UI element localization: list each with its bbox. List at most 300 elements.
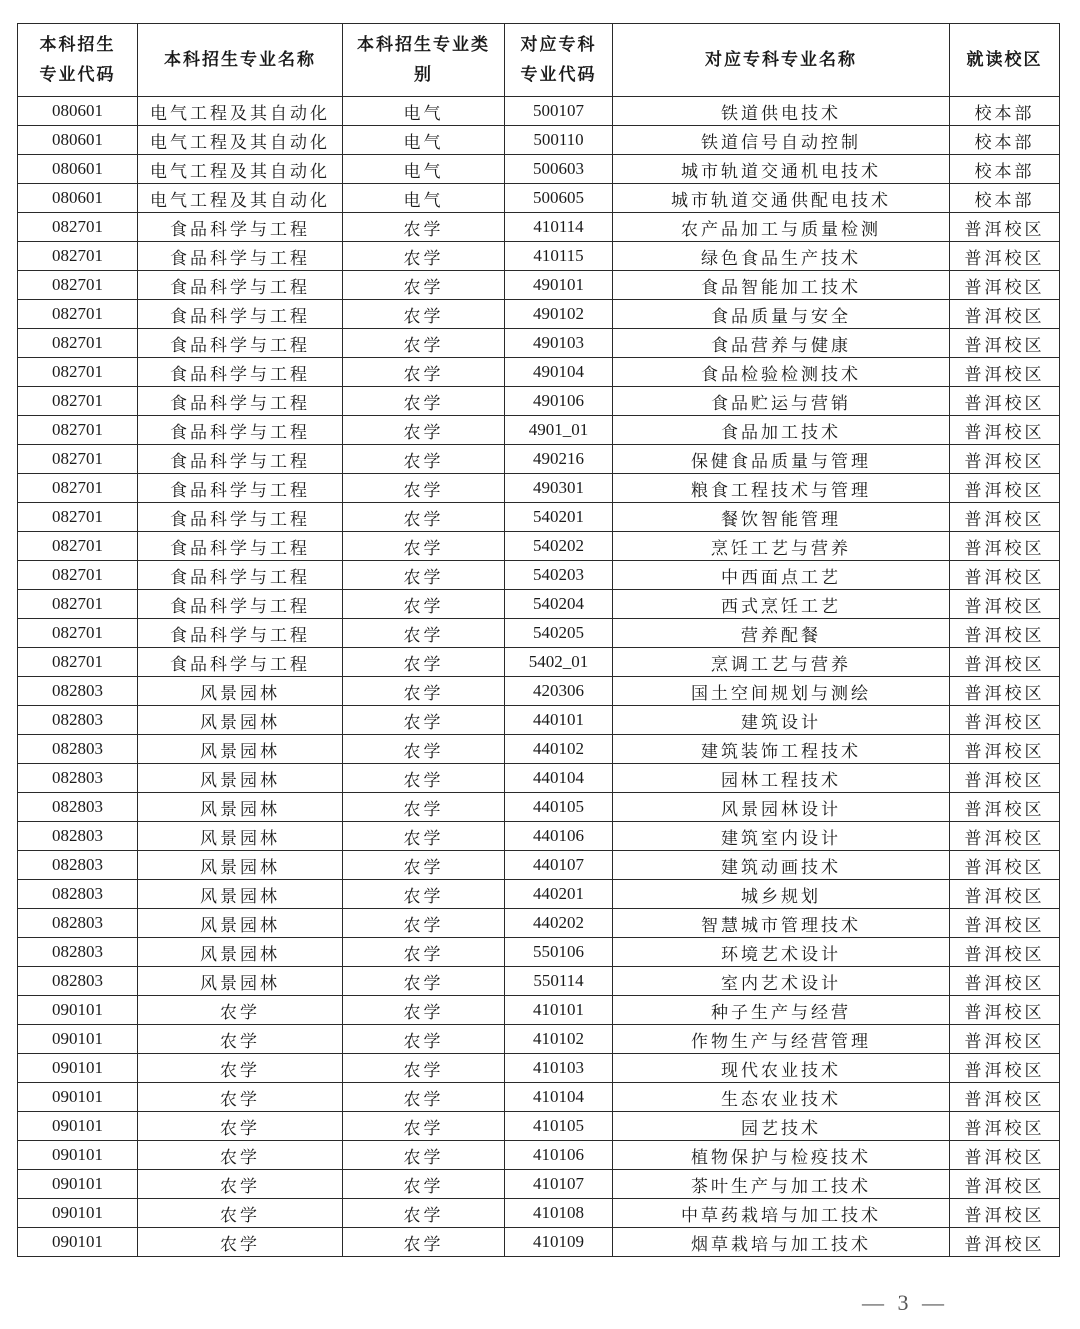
cell-undergrad-code: 090101 — [18, 1141, 138, 1170]
cell-campus: 普洱校区 — [950, 503, 1060, 532]
cell-undergrad-category: 农学 — [343, 1170, 505, 1199]
table-row — [18, 706, 1060, 735]
cell-undergrad-category: 农学 — [343, 793, 505, 822]
cell-undergrad-code: 082701 — [18, 416, 138, 445]
cell-undergrad-name: 食品科学与工程 — [138, 242, 343, 271]
cell-undergrad-code: 090101 — [18, 1083, 138, 1112]
cell-junior-code: 490102 — [505, 300, 613, 329]
header-campus — [950, 24, 1060, 97]
cell-junior-name: 环境艺术设计 — [613, 938, 950, 967]
cell-junior-name: 粮食工程技术与管理 — [613, 474, 950, 503]
header-undergrad-category — [343, 24, 505, 97]
cell-undergrad-name: 食品科学与工程 — [138, 387, 343, 416]
header-line: 本科招生专业类 — [357, 35, 490, 55]
cell-junior-name: 植物保护与检疫技术 — [613, 1141, 950, 1170]
table-row — [18, 358, 1060, 387]
cell-junior-name: 作物生产与经营管理 — [613, 1025, 950, 1054]
cell-undergrad-category: 农学 — [343, 1228, 505, 1257]
cell-undergrad-category: 农学 — [343, 271, 505, 300]
cell-undergrad-category: 农学 — [343, 213, 505, 242]
cell-undergrad-name: 食品科学与工程 — [138, 416, 343, 445]
header-line: 对应专科 — [520, 35, 597, 55]
header-junior-name — [613, 24, 950, 97]
cell-undergrad-code: 082701 — [18, 242, 138, 271]
cell-undergrad-category: 农学 — [343, 242, 505, 271]
cell-undergrad-category: 农学 — [343, 909, 505, 938]
cell-undergrad-code: 090101 — [18, 1054, 138, 1083]
cell-junior-name: 烹调工艺与营养 — [613, 648, 950, 677]
cell-undergrad-name: 食品科学与工程 — [138, 474, 343, 503]
cell-undergrad-code: 090101 — [18, 1199, 138, 1228]
cell-junior-name: 生态农业技术 — [613, 1083, 950, 1112]
cell-junior-code: 5402_01 — [505, 648, 613, 677]
cell-undergrad-category: 农学 — [343, 1025, 505, 1054]
header-line: 别 — [414, 65, 433, 85]
cell-undergrad-code: 082701 — [18, 445, 138, 474]
table-row — [18, 764, 1060, 793]
cell-junior-name: 中草药栽培与加工技术 — [613, 1199, 950, 1228]
cell-undergrad-name: 农学 — [138, 1025, 343, 1054]
cell-junior-name: 城乡规划 — [613, 880, 950, 909]
cell-undergrad-name: 食品科学与工程 — [138, 271, 343, 300]
cell-campus: 普洱校区 — [950, 387, 1060, 416]
cell-undergrad-name: 食品科学与工程 — [138, 358, 343, 387]
cell-junior-code: 410103 — [505, 1054, 613, 1083]
table-header — [18, 24, 1060, 97]
cell-campus: 校本部 — [950, 126, 1060, 155]
cell-undergrad-category: 农学 — [343, 590, 505, 619]
cell-junior-name: 建筑室内设计 — [613, 822, 950, 851]
table-row — [18, 300, 1060, 329]
cell-junior-name: 城市轨道交通供配电技术 — [613, 184, 950, 213]
cell-undergrad-name: 食品科学与工程 — [138, 648, 343, 677]
table-row — [18, 648, 1060, 677]
header-line: 本科招生 — [39, 35, 116, 55]
cell-undergrad-name: 食品科学与工程 — [138, 445, 343, 474]
cell-campus: 普洱校区 — [950, 1199, 1060, 1228]
cell-undergrad-category: 农学 — [343, 706, 505, 735]
cell-undergrad-category: 电气 — [343, 126, 505, 155]
cell-undergrad-category: 农学 — [343, 561, 505, 590]
cell-junior-code: 550114 — [505, 967, 613, 996]
table-row — [18, 967, 1060, 996]
cell-campus: 普洱校区 — [950, 271, 1060, 300]
cell-undergrad-name: 食品科学与工程 — [138, 590, 343, 619]
table-row — [18, 822, 1060, 851]
cell-undergrad-name: 食品科学与工程 — [138, 300, 343, 329]
header-line: 专业代码 — [39, 65, 116, 85]
cell-junior-name: 铁道信号自动控制 — [613, 126, 950, 155]
cell-junior-code: 410108 — [505, 1199, 613, 1228]
cell-undergrad-name: 风景园林 — [138, 938, 343, 967]
cell-junior-code: 490301 — [505, 474, 613, 503]
table-row — [18, 1199, 1060, 1228]
cell-undergrad-category: 农学 — [343, 1054, 505, 1083]
cell-undergrad-name: 食品科学与工程 — [138, 213, 343, 242]
cell-campus: 普洱校区 — [950, 300, 1060, 329]
cell-junior-code: 540203 — [505, 561, 613, 590]
table-row — [18, 938, 1060, 967]
cell-undergrad-name: 农学 — [138, 1199, 343, 1228]
cell-undergrad-code: 082701 — [18, 358, 138, 387]
cell-undergrad-name: 风景园林 — [138, 677, 343, 706]
cell-undergrad-name: 农学 — [138, 1083, 343, 1112]
cell-junior-name: 城市轨道交通机电技术 — [613, 155, 950, 184]
cell-campus: 普洱校区 — [950, 880, 1060, 909]
cell-junior-name: 铁道供电技术 — [613, 97, 950, 126]
cell-junior-name: 中西面点工艺 — [613, 561, 950, 590]
header-line: 本科招生专业名称 — [164, 50, 316, 70]
cell-junior-code: 540205 — [505, 619, 613, 648]
cell-junior-code: 410107 — [505, 1170, 613, 1199]
cell-campus: 普洱校区 — [950, 648, 1060, 677]
cell-undergrad-category: 农学 — [343, 677, 505, 706]
cell-undergrad-category: 电气 — [343, 97, 505, 126]
cell-undergrad-code: 082701 — [18, 300, 138, 329]
cell-junior-code: 420306 — [505, 677, 613, 706]
table-row — [18, 416, 1060, 445]
cell-undergrad-name: 电气工程及其自动化 — [138, 155, 343, 184]
cell-junior-code: 440107 — [505, 851, 613, 880]
cell-junior-name: 国土空间规划与测绘 — [613, 677, 950, 706]
cell-campus: 普洱校区 — [950, 445, 1060, 474]
cell-campus: 普洱校区 — [950, 764, 1060, 793]
cell-undergrad-name: 食品科学与工程 — [138, 619, 343, 648]
cell-undergrad-code: 082701 — [18, 532, 138, 561]
cell-undergrad-name: 风景园林 — [138, 880, 343, 909]
table-row — [18, 445, 1060, 474]
cell-undergrad-code: 080601 — [18, 97, 138, 126]
cell-junior-name: 食品营养与健康 — [613, 329, 950, 358]
table-row — [18, 242, 1060, 271]
cell-undergrad-code: 082701 — [18, 474, 138, 503]
table-row — [18, 126, 1060, 155]
cell-undergrad-category: 农学 — [343, 938, 505, 967]
table-row — [18, 1228, 1060, 1257]
header-line: 就读校区 — [966, 50, 1043, 70]
table-row — [18, 561, 1060, 590]
cell-undergrad-name: 风景园林 — [138, 764, 343, 793]
header-undergrad-name — [138, 24, 343, 97]
table-row — [18, 1112, 1060, 1141]
program-table — [17, 23, 1060, 1257]
cell-junior-name: 建筑动画技术 — [613, 851, 950, 880]
table-row — [18, 271, 1060, 300]
cell-undergrad-category: 农学 — [343, 967, 505, 996]
cell-undergrad-code: 082803 — [18, 909, 138, 938]
cell-junior-code: 490216 — [505, 445, 613, 474]
table-row — [18, 851, 1060, 880]
cell-junior-name: 绿色食品生产技术 — [613, 242, 950, 271]
cell-undergrad-category: 农学 — [343, 532, 505, 561]
cell-undergrad-code: 082803 — [18, 967, 138, 996]
table-row — [18, 909, 1060, 938]
cell-junior-code: 440101 — [505, 706, 613, 735]
cell-junior-code: 500110 — [505, 126, 613, 155]
cell-junior-code: 410115 — [505, 242, 613, 271]
cell-junior-name: 食品检验检测技术 — [613, 358, 950, 387]
cell-junior-name: 餐饮智能管理 — [613, 503, 950, 532]
table-row — [18, 474, 1060, 503]
table-row — [18, 387, 1060, 416]
table-row — [18, 996, 1060, 1025]
cell-campus: 普洱校区 — [950, 590, 1060, 619]
cell-undergrad-category: 电气 — [343, 184, 505, 213]
cell-junior-code: 440201 — [505, 880, 613, 909]
cell-undergrad-code: 082701 — [18, 387, 138, 416]
cell-campus: 普洱校区 — [950, 677, 1060, 706]
cell-campus: 普洱校区 — [950, 213, 1060, 242]
cell-junior-name: 营养配餐 — [613, 619, 950, 648]
cell-campus: 普洱校区 — [950, 358, 1060, 387]
cell-undergrad-category: 农学 — [343, 735, 505, 764]
cell-campus: 普洱校区 — [950, 474, 1060, 503]
cell-junior-code: 410102 — [505, 1025, 613, 1054]
cell-campus: 普洱校区 — [950, 793, 1060, 822]
cell-undergrad-category: 农学 — [343, 300, 505, 329]
cell-junior-name: 茶叶生产与加工技术 — [613, 1170, 950, 1199]
table-row — [18, 880, 1060, 909]
cell-campus: 普洱校区 — [950, 1228, 1060, 1257]
cell-undergrad-code: 090101 — [18, 1112, 138, 1141]
table-row — [18, 1141, 1060, 1170]
cell-undergrad-category: 农学 — [343, 851, 505, 880]
cell-undergrad-name: 风景园林 — [138, 822, 343, 851]
cell-junior-code: 500107 — [505, 97, 613, 126]
cell-undergrad-name: 电气工程及其自动化 — [138, 126, 343, 155]
cell-undergrad-name: 农学 — [138, 1141, 343, 1170]
cell-undergrad-category: 农学 — [343, 1083, 505, 1112]
cell-undergrad-code: 090101 — [18, 996, 138, 1025]
cell-junior-code: 440104 — [505, 764, 613, 793]
cell-undergrad-code: 082701 — [18, 648, 138, 677]
cell-campus: 普洱校区 — [950, 1025, 1060, 1054]
cell-campus: 普洱校区 — [950, 532, 1060, 561]
cell-campus: 普洱校区 — [950, 938, 1060, 967]
cell-undergrad-category: 农学 — [343, 619, 505, 648]
cell-undergrad-code: 082803 — [18, 793, 138, 822]
cell-undergrad-category: 农学 — [343, 764, 505, 793]
table-row — [18, 619, 1060, 648]
cell-undergrad-category: 农学 — [343, 387, 505, 416]
cell-junior-code: 540202 — [505, 532, 613, 561]
cell-junior-name: 烟草栽培与加工技术 — [613, 1228, 950, 1257]
cell-junior-code: 410109 — [505, 1228, 613, 1257]
cell-undergrad-name: 风景园林 — [138, 909, 343, 938]
cell-junior-name: 园林工程技术 — [613, 764, 950, 793]
cell-undergrad-name: 食品科学与工程 — [138, 329, 343, 358]
cell-undergrad-category: 农学 — [343, 880, 505, 909]
cell-undergrad-name: 电气工程及其自动化 — [138, 97, 343, 126]
cell-undergrad-code: 082803 — [18, 880, 138, 909]
cell-undergrad-code: 082803 — [18, 677, 138, 706]
header-undergrad-code — [18, 24, 138, 97]
table-row — [18, 155, 1060, 184]
cell-undergrad-code: 080601 — [18, 155, 138, 184]
cell-undergrad-category: 电气 — [343, 155, 505, 184]
cell-junior-code: 440106 — [505, 822, 613, 851]
table-row — [18, 1170, 1060, 1199]
cell-junior-name: 建筑设计 — [613, 706, 950, 735]
cell-campus: 普洱校区 — [950, 967, 1060, 996]
cell-undergrad-category: 农学 — [343, 648, 505, 677]
cell-undergrad-code: 082803 — [18, 822, 138, 851]
cell-campus: 普洱校区 — [950, 1054, 1060, 1083]
cell-undergrad-code: 082701 — [18, 561, 138, 590]
cell-junior-name: 智慧城市管理技术 — [613, 909, 950, 938]
cell-undergrad-code: 082701 — [18, 590, 138, 619]
cell-undergrad-name: 食品科学与工程 — [138, 503, 343, 532]
table-row — [18, 590, 1060, 619]
cell-junior-code: 440105 — [505, 793, 613, 822]
table-row — [18, 735, 1060, 764]
table-row — [18, 1054, 1060, 1083]
cell-undergrad-name: 农学 — [138, 1054, 343, 1083]
cell-undergrad-name: 风景园林 — [138, 706, 343, 735]
cell-junior-name: 建筑装饰工程技术 — [613, 735, 950, 764]
cell-junior-name: 室内艺术设计 — [613, 967, 950, 996]
page-number: — 3 — — [862, 1290, 948, 1315]
cell-junior-code: 410106 — [505, 1141, 613, 1170]
cell-undergrad-name: 风景园林 — [138, 851, 343, 880]
cell-undergrad-category: 农学 — [343, 329, 505, 358]
cell-junior-code: 500605 — [505, 184, 613, 213]
table-row — [18, 1083, 1060, 1112]
cell-undergrad-code: 082803 — [18, 764, 138, 793]
cell-junior-name: 食品智能加工技术 — [613, 271, 950, 300]
cell-campus: 校本部 — [950, 155, 1060, 184]
table-row — [18, 532, 1060, 561]
cell-junior-code: 500603 — [505, 155, 613, 184]
cell-undergrad-code: 080601 — [18, 126, 138, 155]
cell-campus: 普洱校区 — [950, 416, 1060, 445]
cell-campus: 普洱校区 — [950, 619, 1060, 648]
cell-undergrad-category: 农学 — [343, 1141, 505, 1170]
cell-undergrad-code: 082803 — [18, 735, 138, 764]
cell-undergrad-name: 风景园林 — [138, 967, 343, 996]
cell-undergrad-category: 农学 — [343, 1112, 505, 1141]
cell-undergrad-code: 090101 — [18, 1170, 138, 1199]
cell-junior-name: 烹饪工艺与营养 — [613, 532, 950, 561]
cell-undergrad-code: 082701 — [18, 503, 138, 532]
cell-campus: 普洱校区 — [950, 1170, 1060, 1199]
cell-campus: 普洱校区 — [950, 1083, 1060, 1112]
cell-junior-code: 410104 — [505, 1083, 613, 1112]
cell-junior-name: 食品质量与安全 — [613, 300, 950, 329]
cell-junior-name: 保健食品质量与管理 — [613, 445, 950, 474]
cell-campus: 普洱校区 — [950, 242, 1060, 271]
cell-junior-code: 410114 — [505, 213, 613, 242]
header-junior-code — [505, 24, 613, 97]
cell-undergrad-name: 风景园林 — [138, 735, 343, 764]
cell-undergrad-category: 农学 — [343, 996, 505, 1025]
cell-undergrad-name: 农学 — [138, 1170, 343, 1199]
cell-undergrad-category: 农学 — [343, 358, 505, 387]
table-body — [18, 97, 1060, 1257]
cell-undergrad-name: 食品科学与工程 — [138, 561, 343, 590]
cell-junior-name: 种子生产与经营 — [613, 996, 950, 1025]
cell-junior-name: 风景园林设计 — [613, 793, 950, 822]
header-line: 专业代码 — [520, 65, 597, 85]
cell-junior-name: 西式烹饪工艺 — [613, 590, 950, 619]
cell-junior-code: 410101 — [505, 996, 613, 1025]
cell-junior-name: 食品加工技术 — [613, 416, 950, 445]
cell-junior-code: 490106 — [505, 387, 613, 416]
cell-junior-code: 440102 — [505, 735, 613, 764]
header-line: 对应专科专业名称 — [705, 50, 857, 70]
table-row — [18, 329, 1060, 358]
cell-campus: 普洱校区 — [950, 706, 1060, 735]
cell-undergrad-code: 082701 — [18, 619, 138, 648]
cell-undergrad-category: 农学 — [343, 445, 505, 474]
cell-undergrad-code: 082701 — [18, 329, 138, 358]
cell-campus: 校本部 — [950, 97, 1060, 126]
header-row — [18, 24, 1060, 97]
table-row — [18, 184, 1060, 213]
cell-campus: 普洱校区 — [950, 1141, 1060, 1170]
cell-junior-name: 食品贮运与营销 — [613, 387, 950, 416]
cell-campus: 普洱校区 — [950, 561, 1060, 590]
cell-junior-code: 490101 — [505, 271, 613, 300]
cell-undergrad-category: 农学 — [343, 503, 505, 532]
cell-junior-code: 440202 — [505, 909, 613, 938]
cell-undergrad-code: 080601 — [18, 184, 138, 213]
cell-campus: 普洱校区 — [950, 329, 1060, 358]
cell-undergrad-code: 082701 — [18, 213, 138, 242]
cell-junior-code: 540201 — [505, 503, 613, 532]
cell-undergrad-code: 090101 — [18, 1228, 138, 1257]
cell-junior-name: 园艺技术 — [613, 1112, 950, 1141]
cell-junior-code: 4901_01 — [505, 416, 613, 445]
cell-undergrad-name: 电气工程及其自动化 — [138, 184, 343, 213]
cell-campus: 校本部 — [950, 184, 1060, 213]
table-row — [18, 97, 1060, 126]
table-row — [18, 213, 1060, 242]
cell-junior-code: 490104 — [505, 358, 613, 387]
cell-junior-code: 540204 — [505, 590, 613, 619]
cell-undergrad-category: 农学 — [343, 822, 505, 851]
table-row — [18, 677, 1060, 706]
cell-junior-code: 490103 — [505, 329, 613, 358]
cell-junior-code: 550106 — [505, 938, 613, 967]
cell-undergrad-code: 082803 — [18, 706, 138, 735]
cell-undergrad-category: 农学 — [343, 1199, 505, 1228]
table-row — [18, 503, 1060, 532]
cell-campus: 普洱校区 — [950, 851, 1060, 880]
cell-campus: 普洱校区 — [950, 822, 1060, 851]
cell-undergrad-code: 082803 — [18, 938, 138, 967]
cell-undergrad-category: 农学 — [343, 416, 505, 445]
cell-campus: 普洱校区 — [950, 735, 1060, 764]
cell-undergrad-category: 农学 — [343, 474, 505, 503]
cell-undergrad-name: 农学 — [138, 1112, 343, 1141]
table-row — [18, 793, 1060, 822]
cell-junior-code: 410105 — [505, 1112, 613, 1141]
cell-undergrad-code: 082701 — [18, 271, 138, 300]
cell-junior-name: 农产品加工与质量检测 — [613, 213, 950, 242]
cell-undergrad-code: 082803 — [18, 851, 138, 880]
cell-undergrad-name: 农学 — [138, 1228, 343, 1257]
table-row — [18, 1025, 1060, 1054]
cell-undergrad-name: 食品科学与工程 — [138, 532, 343, 561]
cell-undergrad-name: 风景园林 — [138, 793, 343, 822]
cell-campus: 普洱校区 — [950, 1112, 1060, 1141]
cell-undergrad-name: 农学 — [138, 996, 343, 1025]
cell-undergrad-code: 090101 — [18, 1025, 138, 1054]
cell-campus: 普洱校区 — [950, 909, 1060, 938]
cell-campus: 普洱校区 — [950, 996, 1060, 1025]
cell-junior-name: 现代农业技术 — [613, 1054, 950, 1083]
